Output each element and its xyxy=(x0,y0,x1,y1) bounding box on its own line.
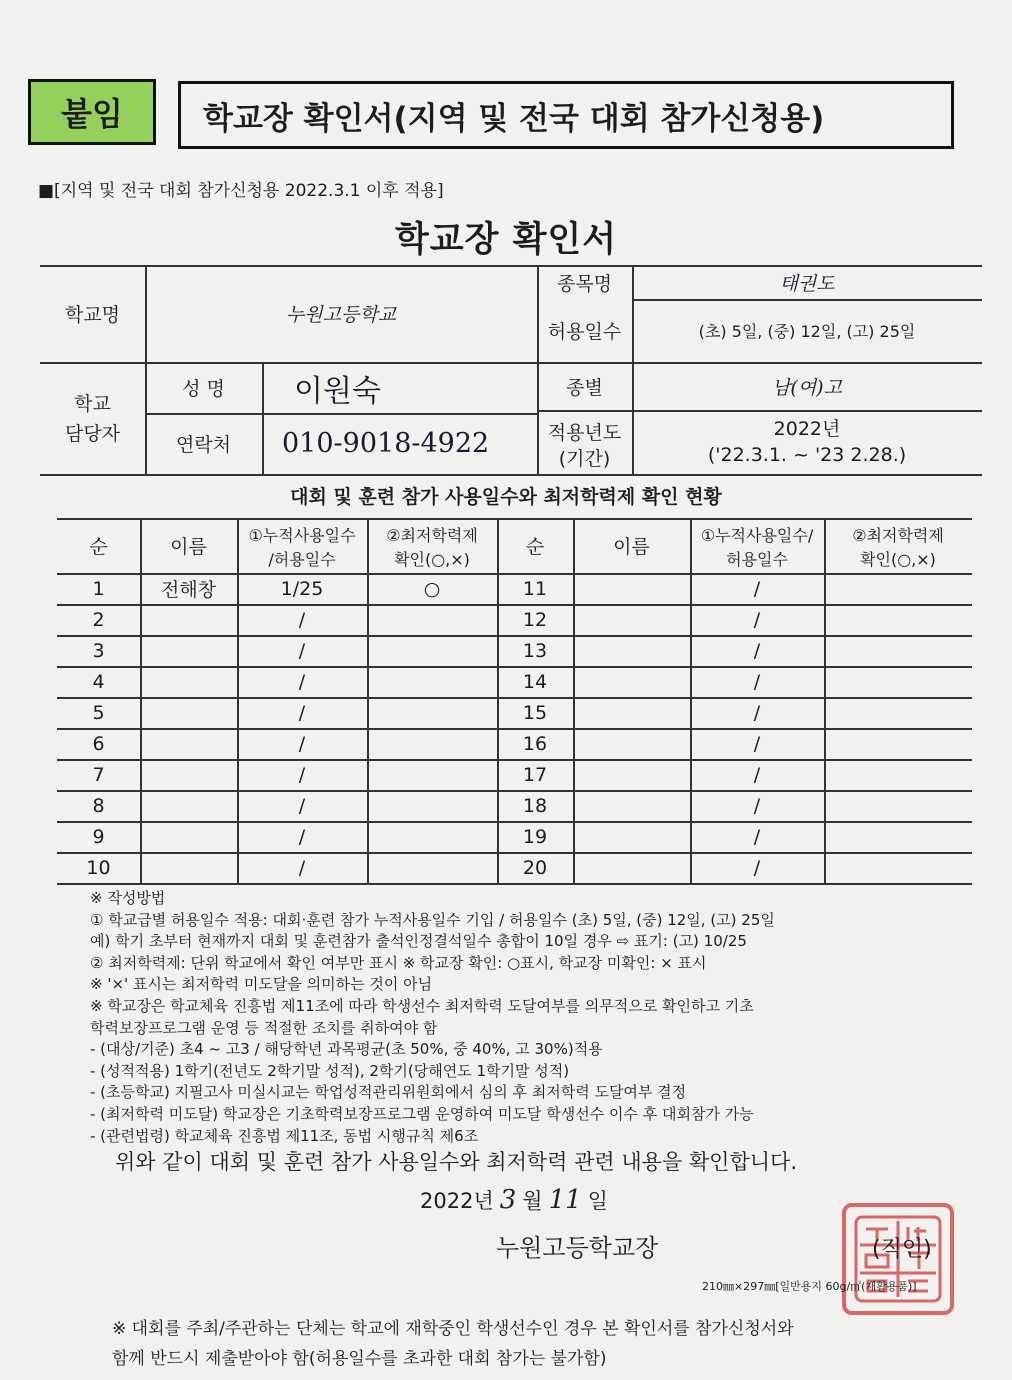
manager-name-value: 이원숙 xyxy=(294,373,381,409)
row-number: 7 xyxy=(92,763,105,786)
row-number: 14 xyxy=(522,670,548,693)
allowed-days-label: 허용일수 xyxy=(547,321,622,343)
date-month-unit: 월 xyxy=(522,1189,543,1213)
header-min-academic: 확인(○,×) xyxy=(394,549,470,569)
row-min-academic xyxy=(367,728,497,759)
row-min-academic xyxy=(367,604,497,635)
row-min-academic xyxy=(824,697,972,728)
row-used-days: / xyxy=(753,577,761,600)
row-number: 5 xyxy=(92,701,105,724)
row-number: 17 xyxy=(522,763,548,786)
period-value: ('22.3.1. ~ '23 2.28.) xyxy=(707,444,907,466)
issue-date xyxy=(420,1185,608,1215)
row-number: 12 xyxy=(522,608,548,631)
note-line: - (성적적용) 1학기(전년도 2학기말 성적), 2학기(당해연도 1학기말 성적) xyxy=(90,1061,570,1080)
row-used-days: / xyxy=(298,701,306,724)
date-day-unit: 일 xyxy=(587,1189,608,1213)
header-used-days: ①누적사용일수 xyxy=(248,525,356,545)
row-min-academic xyxy=(824,790,972,821)
row-student-name xyxy=(140,604,237,635)
header-name: 이름 xyxy=(170,536,207,558)
row-number: 18 xyxy=(522,794,548,817)
row-used-days: / xyxy=(753,856,761,879)
row-min-academic xyxy=(367,697,497,728)
row-student-name xyxy=(140,790,237,821)
row-student-name xyxy=(573,790,690,821)
row-min-academic xyxy=(824,573,972,604)
paper-spec: 210㎜×297㎜[일반용지 60g/㎡(재활용품)] xyxy=(702,1280,917,1293)
row-used-days: / xyxy=(298,608,306,631)
principal-title: 누원고등학교장 xyxy=(496,1234,659,1262)
allowed-days-value: (초) 5일, (중) 12일, (고) 25일 xyxy=(698,322,916,341)
footer-line: 함께 반드시 제출받아야 함(허용일수를 초과한 대회 참가는 불가함) xyxy=(112,1349,607,1369)
row-used-days: / xyxy=(298,856,306,879)
row-min-academic xyxy=(367,635,497,666)
row-student-name xyxy=(140,821,237,852)
note-line: ① 학교급별 허용일수 적용: 대회·훈련 참가 누적사용일수 기입 / 허용일수 (초) 5일, (중) 12일, (고) 25일 xyxy=(90,910,775,929)
row-number: 8 xyxy=(92,794,105,817)
row-number: 10 xyxy=(86,856,111,879)
footer-line: ※ 대회를 주최/주관하는 단체는 학교에 재학중인 학생선수인 경우 본 확인서를 참가신청서와 xyxy=(112,1319,794,1339)
row-used-days: / xyxy=(753,670,761,693)
header-no: 순 xyxy=(525,536,545,558)
row-student-name xyxy=(573,666,690,697)
row-min-academic xyxy=(824,852,972,883)
row-student-name xyxy=(573,759,690,790)
row-number: 15 xyxy=(522,701,548,724)
confirmation-statement: 위와 같이 대회 및 훈련 참가 사용일수와 최저학력 관련 내용을 확인합니다. xyxy=(115,1150,798,1174)
school-name-value: 누원고등학교 xyxy=(285,304,397,326)
row-student-name xyxy=(573,573,690,604)
writing-instructions xyxy=(90,888,775,1147)
document-title: 학교장 확인서 xyxy=(394,220,618,260)
row-student-name xyxy=(140,635,237,666)
row-min-academic xyxy=(367,666,497,697)
header-min-academic: ②최저학력제 xyxy=(386,525,478,545)
period-label: (기간) xyxy=(558,447,611,470)
row-used-days: / xyxy=(298,825,306,848)
row-used-days: / xyxy=(298,763,306,786)
manager-label: 학교 xyxy=(74,392,111,415)
note-line: 학력보장프로그램 운영 등 적절한 조치를 취하여야 함 xyxy=(90,1018,438,1037)
row-min-academic xyxy=(824,666,972,697)
note-line: - (최저학력 미도달) 학교장은 기초학력보장프로그램 운영하여 미도달 학생선수 이수 후 대회참가 가능 xyxy=(90,1104,754,1123)
row-min-academic xyxy=(824,635,972,666)
info-bottom-border xyxy=(40,474,982,476)
row-min-academic xyxy=(824,728,972,759)
year-label: 적용년도 xyxy=(547,421,622,444)
row-used-days: / xyxy=(298,732,306,755)
row-student-name xyxy=(140,697,237,728)
row-min-academic xyxy=(367,852,497,883)
row-min-academic xyxy=(367,821,497,852)
date-day: 11 xyxy=(548,1185,582,1215)
row-number: 20 xyxy=(522,856,548,879)
row-number: 16 xyxy=(522,732,548,755)
seal-label: (직인) xyxy=(872,1237,932,1262)
table-row-border xyxy=(57,883,972,885)
row-number: 9 xyxy=(92,825,105,848)
event-label: 종목명 xyxy=(556,272,613,295)
row-used-days: / xyxy=(753,608,761,631)
row-used-days: / xyxy=(753,701,761,724)
row-number: 11 xyxy=(522,577,548,600)
contact-label: 연락처 xyxy=(175,434,232,456)
manager-label: 담당자 xyxy=(64,422,121,445)
school-name-label: 학교명 xyxy=(64,304,121,326)
header-used-days: /허용일수 xyxy=(268,549,336,569)
row-min-academic xyxy=(824,604,972,635)
note-line: ※ 작성방법 xyxy=(90,889,166,907)
row-min-academic xyxy=(824,759,972,790)
row-used-days: / xyxy=(753,639,761,662)
row-student-name xyxy=(573,728,690,759)
note-line: - (관련법령) 학교체육 진흥법 제11조, 동법 시행규칙 제6조 xyxy=(90,1126,479,1145)
note-line: ② 최저학력제: 단위 학교에서 확인 여부만 표시 ※ 학교장 확인: ○표시, 학교장 미확인: × 표시 xyxy=(90,953,707,972)
row-min-academic xyxy=(367,759,497,790)
row-student-name xyxy=(140,666,237,697)
row-used-days: / xyxy=(298,639,306,662)
applicability-note: ■[지역 및 전국 대회 참가신청용 2022.3.1 이후 적용] xyxy=(38,181,444,201)
gender-value: 남(여)고 xyxy=(772,376,842,399)
header-min-academic: ②최저학력제 xyxy=(852,525,944,545)
header-no: 순 xyxy=(89,536,108,558)
row-used-days: / xyxy=(753,825,761,848)
header-used-days: ①누적사용일수/ xyxy=(700,525,814,545)
row-number: 13 xyxy=(522,639,548,662)
row-used-days: / xyxy=(298,670,306,693)
gender-label: 종별 xyxy=(566,376,603,399)
row-student-name xyxy=(140,728,237,759)
row-number: 3 xyxy=(92,639,105,662)
row-student-name xyxy=(573,821,690,852)
row-student-name xyxy=(573,604,690,635)
note-line: ※ '×' 표시는 최저학력 미도달을 의미하는 것이 아님 xyxy=(90,975,433,994)
note-line: 예) 학기 초부터 현재까지 대회 및 훈련참가 출석인정결석일수 총합이 10일 경우 ⇨ 표기: (고) 10/25 xyxy=(90,932,747,951)
row-used-days: / xyxy=(753,794,761,817)
row-number: 2 xyxy=(92,608,105,631)
row-student-name: 전해창 xyxy=(160,579,217,601)
date-month: 3 xyxy=(499,1185,517,1215)
info-divider xyxy=(537,410,982,412)
row-number: 19 xyxy=(522,825,548,848)
note-line: - (대상/기준) 초4 ~ 고3 / 해당학년 과목평균(초 50%, 중 40%, 고 30%)적용 xyxy=(90,1040,603,1059)
date-year: 2022년 xyxy=(420,1189,494,1213)
year-value: 2022년 xyxy=(773,417,841,440)
row-student-name xyxy=(140,852,237,883)
form-title-box: 학교장 확인서(지역 및 전국 대회 참가신청용) xyxy=(178,81,954,149)
name-label: 성 명 xyxy=(182,378,225,400)
row-used-days: 1/25 xyxy=(280,577,324,600)
row-student-name xyxy=(140,759,237,790)
contact-value: 010-9018-4922 xyxy=(282,428,490,459)
row-min-academic: ○ xyxy=(423,577,441,600)
row-used-days: / xyxy=(298,794,306,817)
row-number: 4 xyxy=(92,670,105,693)
row-min-academic xyxy=(367,790,497,821)
row-used-days: / xyxy=(753,732,761,755)
header-name: 이름 xyxy=(613,536,650,558)
row-student-name xyxy=(573,697,690,728)
row-min-academic xyxy=(824,821,972,852)
row-student-name xyxy=(573,635,690,666)
row-student-name xyxy=(573,852,690,883)
note-line: ※ 학교장은 학교체육 진흥법 제11조에 따라 학생선수 최저학력 도달여부를 의무적으로 확인하고 기초 xyxy=(90,996,754,1015)
note-line: - (초등학교) 지필고사 미실시교는 학업성적관리위원회에서 심의 후 최저학력 도달여부 결정 xyxy=(90,1083,687,1102)
header-min-academic: 확인(○,×) xyxy=(860,549,936,569)
attachment-badge: 붙임 xyxy=(28,79,156,145)
row-number: 6 xyxy=(92,732,105,755)
status-section-title: 대회 및 훈련 참가 사용일수와 최저학력제 확인 현황 xyxy=(290,486,722,508)
event-value: 태권도 xyxy=(779,272,835,295)
row-used-days: / xyxy=(753,763,761,786)
footer-note xyxy=(112,1314,794,1374)
row-number: 1 xyxy=(92,577,105,600)
header-used-days: 허용일수 xyxy=(726,549,788,569)
